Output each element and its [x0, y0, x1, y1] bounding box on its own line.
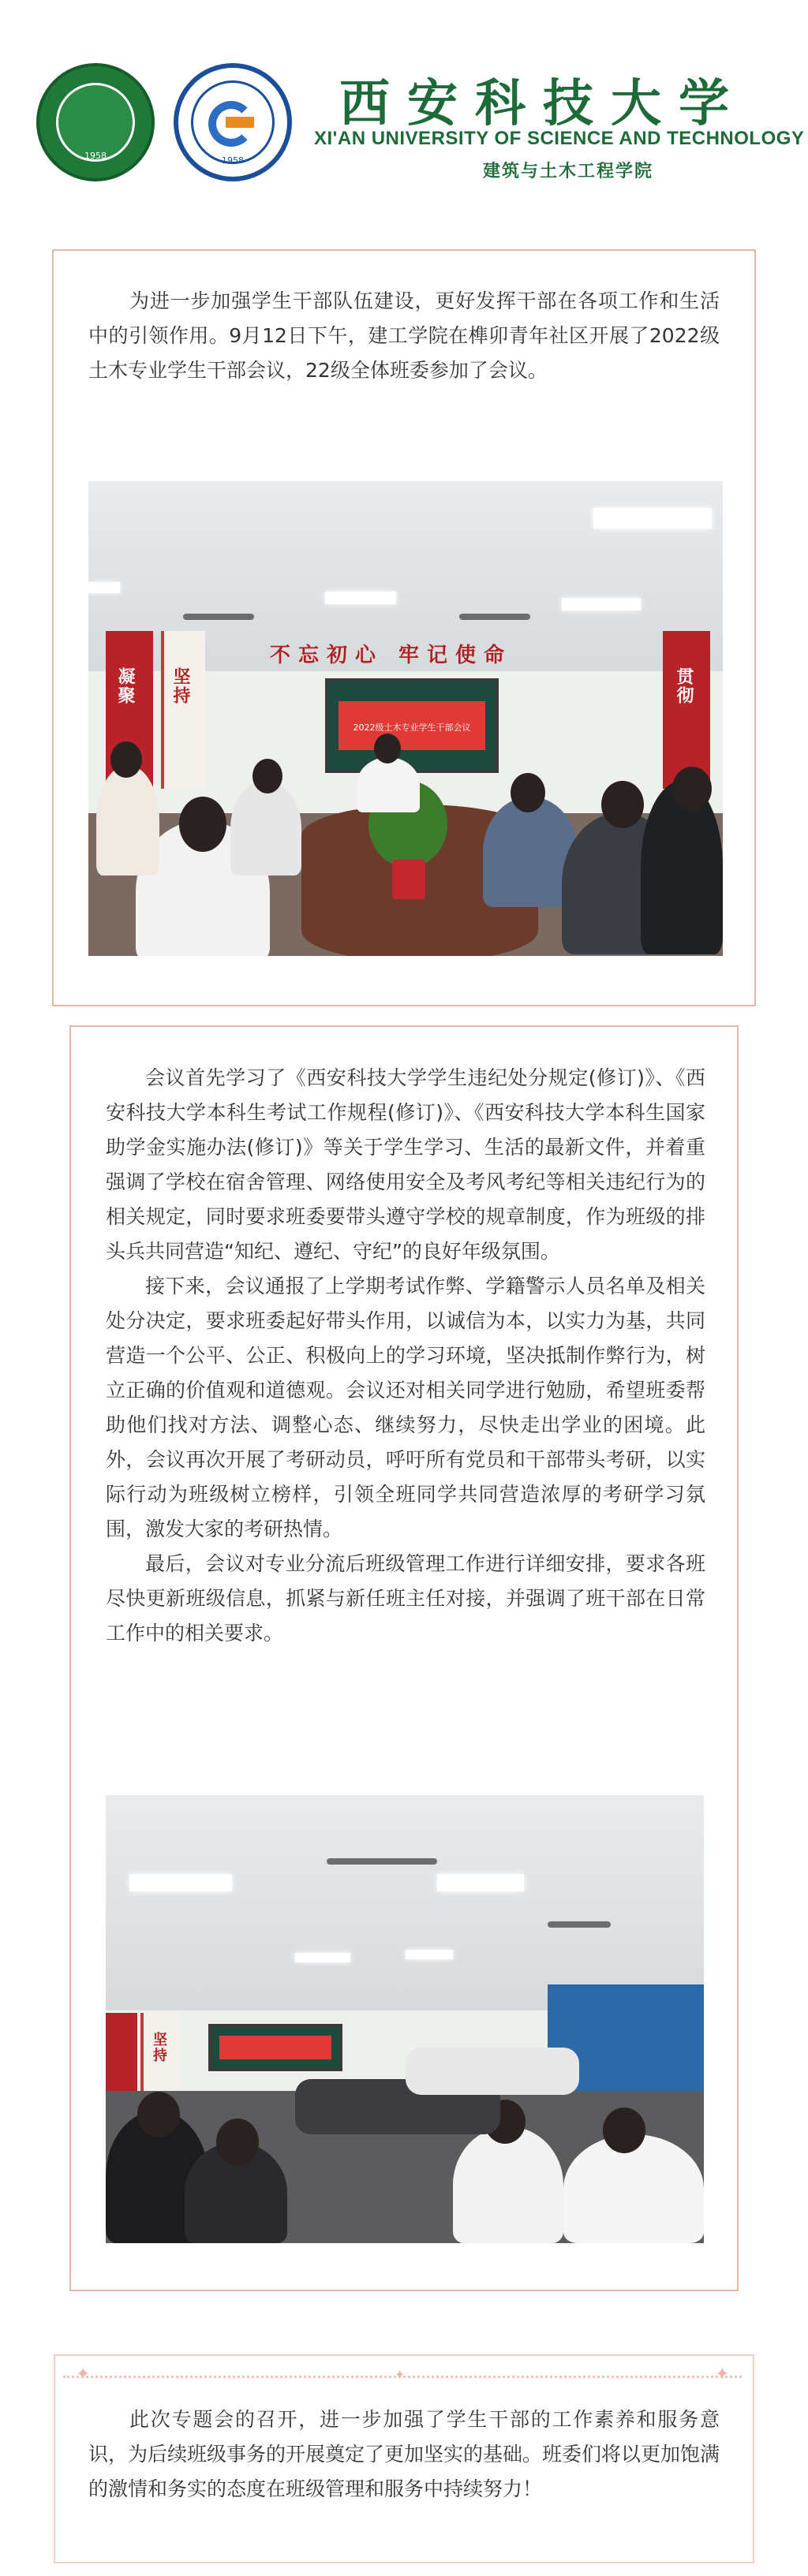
banner-left-text-2: 坚持 [151, 2032, 167, 2063]
sparkle-icon: ✦ [76, 2365, 91, 2384]
emblem-year: 1958 [84, 151, 107, 161]
banner-right-text: 贯彻 [674, 667, 694, 705]
content-paragraph: 会议首先学习了《西安科技大学学生违纪处分规定(修订)》、《西安科技大学本科生考试工作规程(修订)》、《西安科技大学本科生国家助学金实施办法(修订)》等关于学生学习、生活的最新文件，并着重强调了学校在宿舍管理、网络使用安全及考风考纪等相关违纪行为的相关规定，同时要求班委要带头遵守学校的规章制度，作为班级的排头兵共同营造“知纪、遵纪、守纪”的良好年级氛围。 [106, 1066, 705, 1263]
college-name: 建筑与土木工程学院 [483, 162, 654, 181]
sparkle-icon: ✦ [715, 2365, 730, 2384]
college-emblem-logo [174, 63, 292, 181]
sparkle-icon: ✦ [395, 2367, 406, 2382]
slogan-text: 不忘初心 牢记使命 [270, 644, 513, 667]
intro-paragraph: 为进一步加强学生干部队伍建设，更好发挥干部在各项工作和生活中的引领作用。9月12日下午，建工学院在榫卯青年社区开展了2022级土木专业学生干部会议，22级全体班委参加了会议。 [88, 289, 720, 382]
meeting-photo-2 [106, 1795, 704, 2243]
content-paragraphs [106, 1061, 705, 1651]
conclusion-paragraph: 此次专题会的召开，进一步加强了学生干部的工作素养和服务意识，为后续班级事务的开展奠定了更加坚实的基础。班委们将以更加饱满的激情和务实的态度在班级管理和服务中持续努力！ [88, 2408, 720, 2500]
university-chinese-name: 西安科技大学 [339, 74, 746, 133]
content-paragraph: 接下来，会议通报了上学期考试作弊、学籍警示人员名单及相关处分决定，要求班委起好带头作用，以诚信为本，以实力为基，共同营造一个公平、公正、积极向上的学习环境，坚决抵制作弊行为，树立正确的价值观和道德观。会议还对相关同学进行勉励，希望班委帮助他们找对方法、调整心态、继续努力，尽快走出学业的困境。此外，会议再次开展了考研动员，呼吁所有党员和干部带头考研，以实际行动为班级树立榜样，引领全班同学共同营造浓厚的考研学习氛围，激发大家的考研热情。 [106, 1275, 705, 1540]
university-emblem-logo [36, 63, 155, 181]
university-english-name: XI'AN UNIVERSITY OF SCIENCE AND TECHNOLOGY [314, 128, 805, 149]
college-emblem-year: 1958 [222, 155, 244, 166]
banner-left-text: 凝聚 [115, 667, 136, 705]
banner-left2-text: 坚持 [170, 667, 191, 705]
content-paragraph: 最后，会议对专业分流后班级管理工作进行详细安排，要求各班尽快更新班级信息，抓紧与新任班主任对接，并强调了班干部在日常工作中的相关要求。 [106, 1552, 705, 1645]
header [0, 0, 808, 197]
meeting-photo-1 [88, 481, 723, 956]
screen-title: 2022级土木专业学生干部会议 [353, 722, 471, 733]
